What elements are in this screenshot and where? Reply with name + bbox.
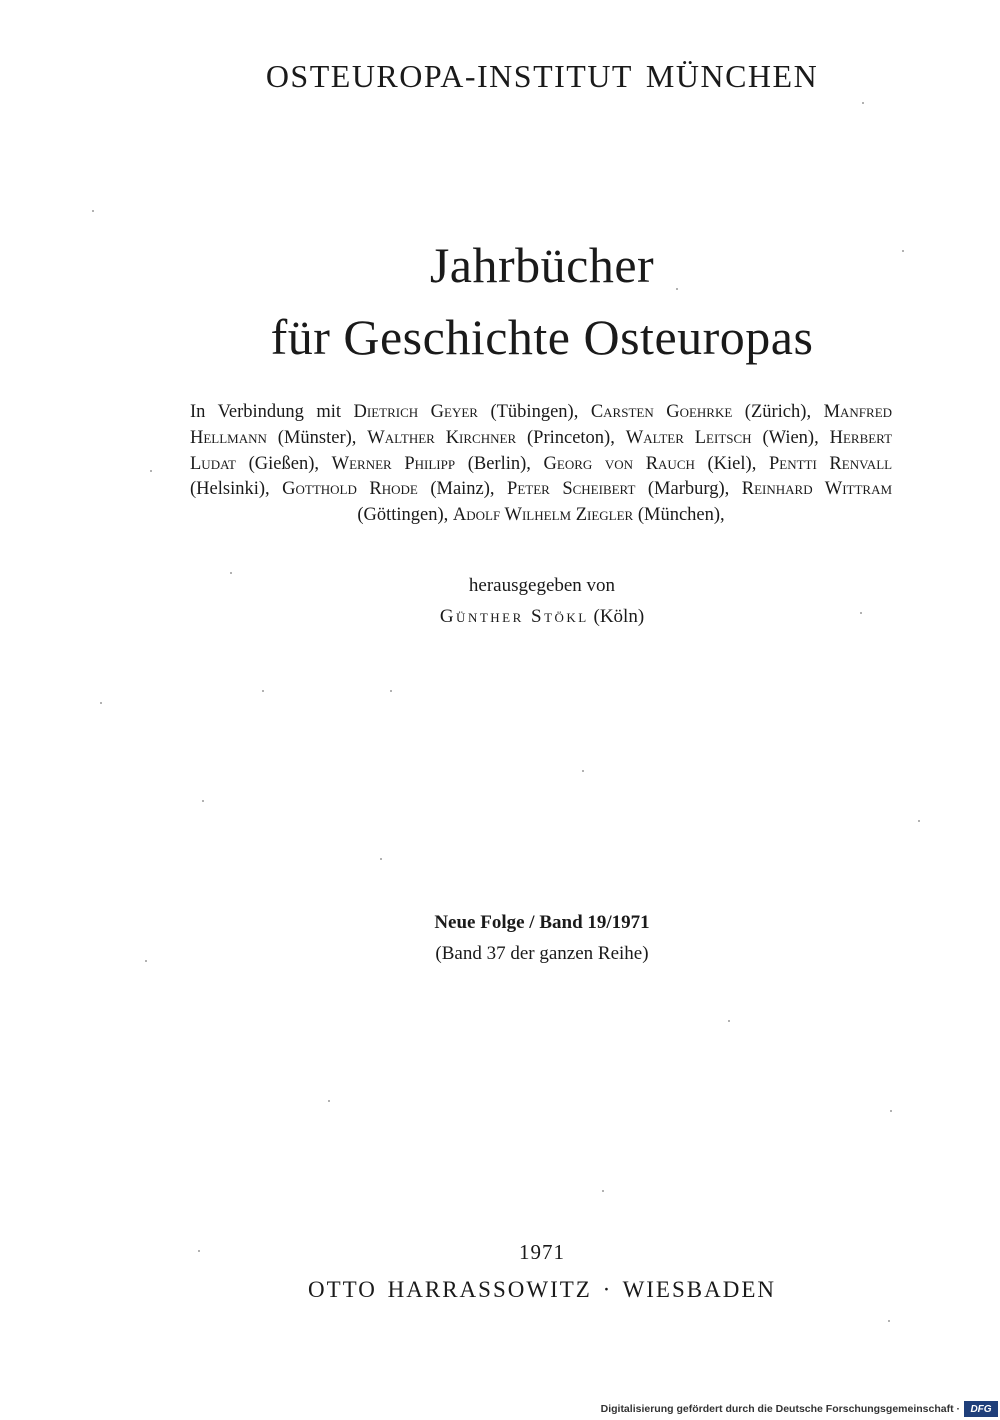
scan-speck bbox=[100, 702, 102, 704]
chief-editor-place: (Köln) bbox=[593, 606, 645, 627]
scan-speck bbox=[202, 800, 204, 802]
scan-speck bbox=[150, 470, 152, 472]
funding-note: Digitalisierung gefördert durch die Deutsche Forschungsgemeinschaft · bbox=[600, 1403, 960, 1415]
editor-name: Manfred Hellmann bbox=[190, 402, 893, 448]
scan-speck bbox=[92, 210, 94, 212]
editor-name: Reinhard Wittram bbox=[741, 479, 893, 500]
editor-name: Herbert Ludat bbox=[190, 427, 893, 474]
scan-speck bbox=[918, 820, 920, 822]
editor-place: (Helsinki) bbox=[190, 479, 266, 500]
editor-name: Carsten Goehrke bbox=[590, 402, 733, 422]
editor-name: Adolf Wilhelm Ziegler bbox=[452, 505, 634, 526]
institute-name: OSTEUROPA-INSTITUT MÜNCHEN bbox=[265, 58, 819, 94]
edited-by-label: herausgegeben von bbox=[468, 575, 616, 596]
journal-title-line-2: für Geschichte Osteuropas bbox=[270, 309, 814, 365]
scan-speck bbox=[602, 1190, 604, 1192]
volume-label: (Band 37 der ganzen Reihe) bbox=[435, 943, 649, 964]
scan-speck bbox=[328, 1100, 330, 1102]
editor-place: (Zürich) bbox=[744, 402, 807, 422]
scan-speck bbox=[860, 612, 862, 614]
scan-speck bbox=[230, 572, 232, 574]
editor-name: Peter Scheibert bbox=[507, 479, 636, 500]
editor-place: (Mainz) bbox=[430, 479, 490, 500]
editor-place: (Berlin) bbox=[467, 453, 527, 474]
series-label: Neue Folge / Band 19/1971 bbox=[434, 912, 650, 933]
scan-speck bbox=[902, 250, 904, 252]
editor-name: Walter Leitsch bbox=[625, 427, 752, 448]
scan-speck bbox=[676, 288, 678, 290]
editor-place: (Münster) bbox=[277, 427, 352, 448]
publisher: OTTO HARRASSOWITZ · WIESBADEN bbox=[308, 1277, 776, 1302]
scan-speck bbox=[390, 690, 392, 692]
editor-place: (Göttingen) bbox=[357, 505, 444, 526]
publication-year: 1971 bbox=[519, 1240, 565, 1264]
editor-place: (Princeton) bbox=[527, 427, 611, 448]
editorial-board: In Verbindung mit Dietrich Geyer (Tübingen), Carsten Goehrke (Zürich), Manfred Hellmann (Münster), Walther Kirchner (Princeton), Walter Leitsch (Wien), Herbert Ludat (Gießen), Werner Philipp (Berlin), Georg von Rauch (Kiel), Pentti Renvall (Helsinki), Gotthold Rhode (Mainz), Peter Scheibert (Marburg), Reinhard Wittram (Göttingen), Adolf Wilhelm Ziegler (München), bbox=[190, 402, 893, 526]
scan-speck bbox=[380, 858, 382, 860]
scan-speck bbox=[582, 770, 584, 772]
journal-title-line-1: Jahrbücher bbox=[429, 237, 655, 293]
chief-editor-name: Günther Stökl bbox=[439, 606, 589, 627]
editor-place: (Gießen) bbox=[248, 453, 315, 474]
digitization-footer bbox=[601, 1398, 1000, 1420]
editor-place: (Tübingen) bbox=[490, 402, 574, 422]
scan-speck bbox=[888, 1320, 890, 1322]
editor-place: (Kiel) bbox=[707, 453, 752, 474]
editor-name: Gotthold Rhode bbox=[282, 479, 418, 500]
scan-speck bbox=[728, 1020, 730, 1022]
editor-name: Georg von Rauch bbox=[543, 453, 695, 474]
scan-speck bbox=[145, 960, 147, 962]
dfg-logo-icon: DFG bbox=[964, 1401, 998, 1417]
editor-name: Walther Kirchner bbox=[367, 427, 517, 448]
editor-place: (München) bbox=[637, 505, 721, 526]
editor-place: (Wien) bbox=[762, 427, 815, 448]
scan-speck bbox=[198, 1250, 200, 1252]
chief-editor bbox=[42, 606, 1000, 628]
scan-speck bbox=[262, 690, 264, 692]
scan-speck bbox=[890, 1110, 892, 1112]
editor-place: (Marburg) bbox=[647, 479, 725, 500]
editor-name: Werner Philipp bbox=[331, 453, 456, 474]
editor-name: Pentti Renvall bbox=[768, 453, 893, 474]
editor-name: Dietrich Geyer bbox=[353, 402, 478, 422]
scan-speck bbox=[862, 102, 864, 104]
editors-intro: In Verbindung mit bbox=[190, 402, 342, 422]
